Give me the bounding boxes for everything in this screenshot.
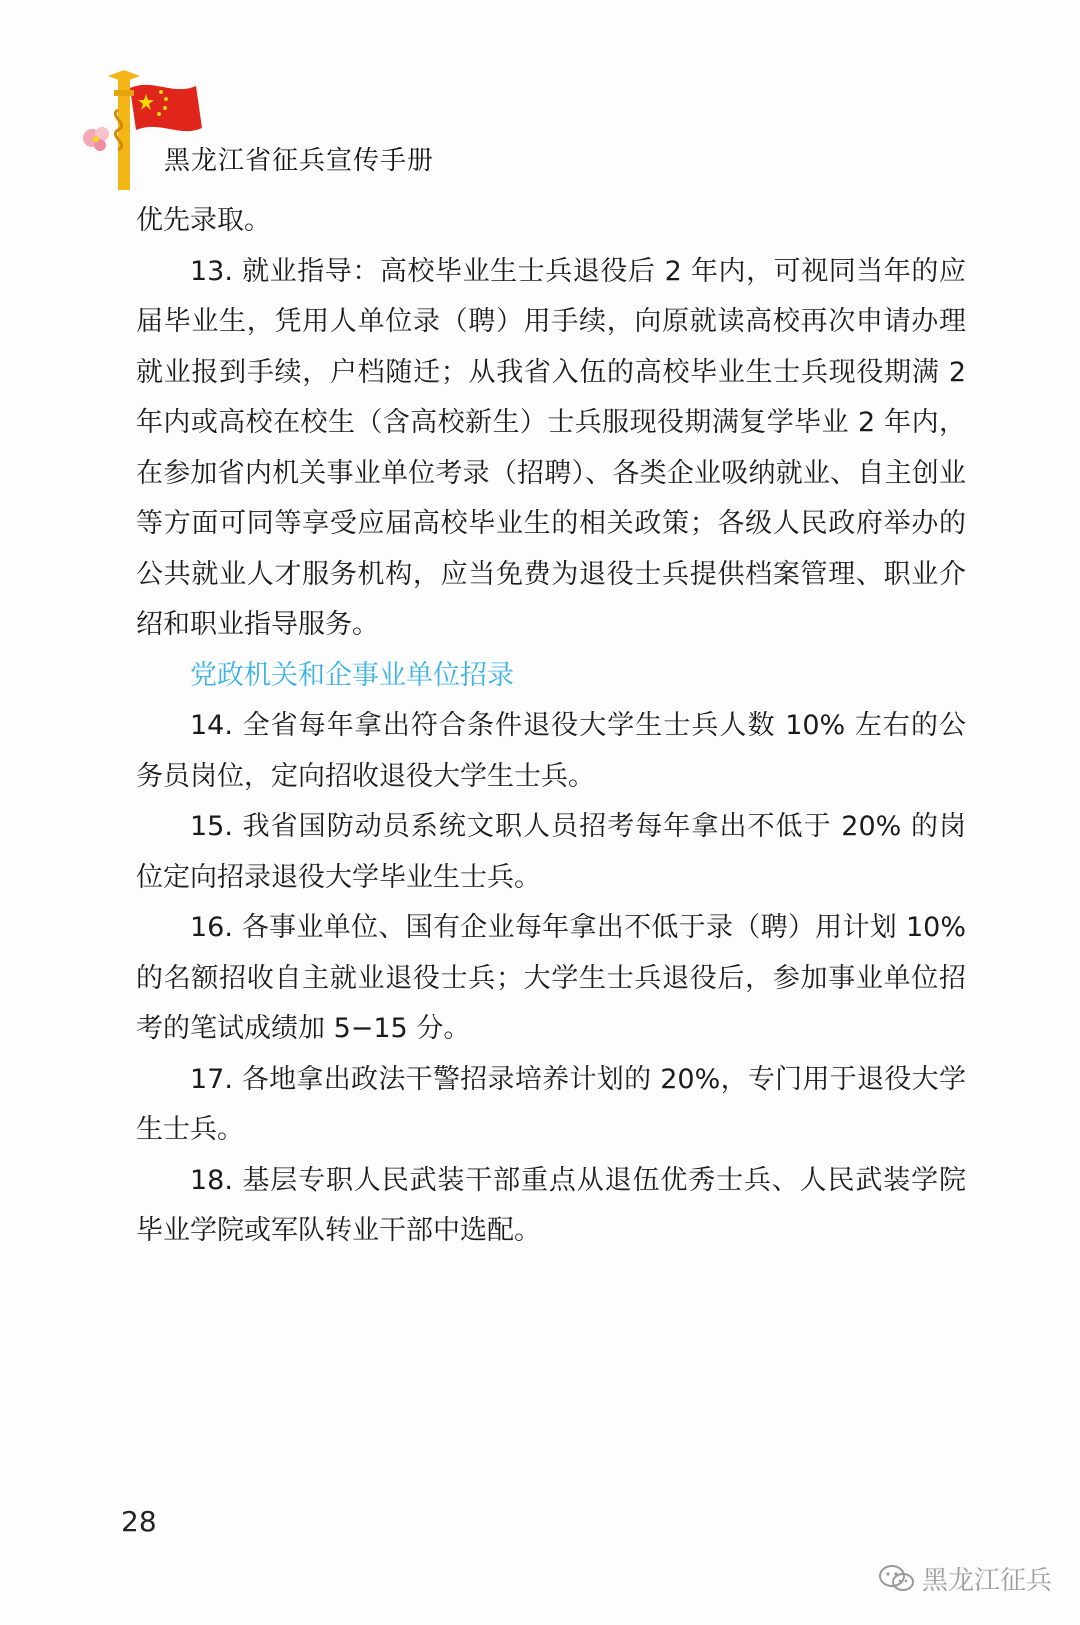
wechat-icon bbox=[878, 1564, 916, 1594]
policy-item-14: 14. 全省每年拿出符合条件退役大学生士兵人数 10% 左右的公务员岗位，定向招收退役大学生士兵。 bbox=[136, 710, 966, 792]
watermark-text: 黑龙江征兵 bbox=[922, 1566, 1053, 1596]
policy-item-13: 13. 就业指导：高校毕业生士兵退役后 2 年内，可视同当年的应届毕业生，凭用人单位录（聘）用手续，向原就读高校再次申请办理就业报到手续，户档随迁；从我省入伍的高校毕业生士兵现役期满 2 年内或高校在校生（含高校新生）士兵服现役期满复学毕业 2 年内，在参加省内机关事业单位考录（招聘）、各类企业吸纳就业、自主创业等方面可同等享受应届高校毕业生的相关政策；各级人民政府举办的公共就业人才服务机构，应当免费为退役士兵提供档案管理、职业介绍和职业指导服务。 bbox=[136, 255, 966, 640]
policy-item-16: 16. 各事业单位、国有企业每年拿出不低于录（聘）用计划 10% 的名额招收自主就业退役士兵；大学生士兵退役后，参加事业单位招考的笔试成绩加 5−15 分。 bbox=[136, 912, 966, 1044]
policy-item-17: 17. 各地拿出政法干警招录培养计划的 20%，专门用于退役大学生士兵。 bbox=[136, 1063, 966, 1145]
paragraph-continuation: 优先录取。 bbox=[136, 205, 271, 236]
policy-item-18: 18. 基层专职人民武装干部重点从退伍优秀士兵、人民武装学院毕业学院或军队转业干部中选配。 bbox=[136, 1164, 966, 1246]
section-heading: 党政机关和企事业单位招录 bbox=[190, 659, 514, 691]
wechat-watermark bbox=[878, 1560, 1052, 1597]
document-body bbox=[136, 196, 966, 1257]
policy-item-15: 15. 我省国防动员系统文职人员招考每年拿出不低于 20% 的岗位定向招录退役大学毕业生士兵。 bbox=[136, 811, 966, 893]
page-header-title: 黑龙江省征兵宣传手册 bbox=[164, 146, 435, 176]
page-number: 28 bbox=[121, 1505, 157, 1538]
